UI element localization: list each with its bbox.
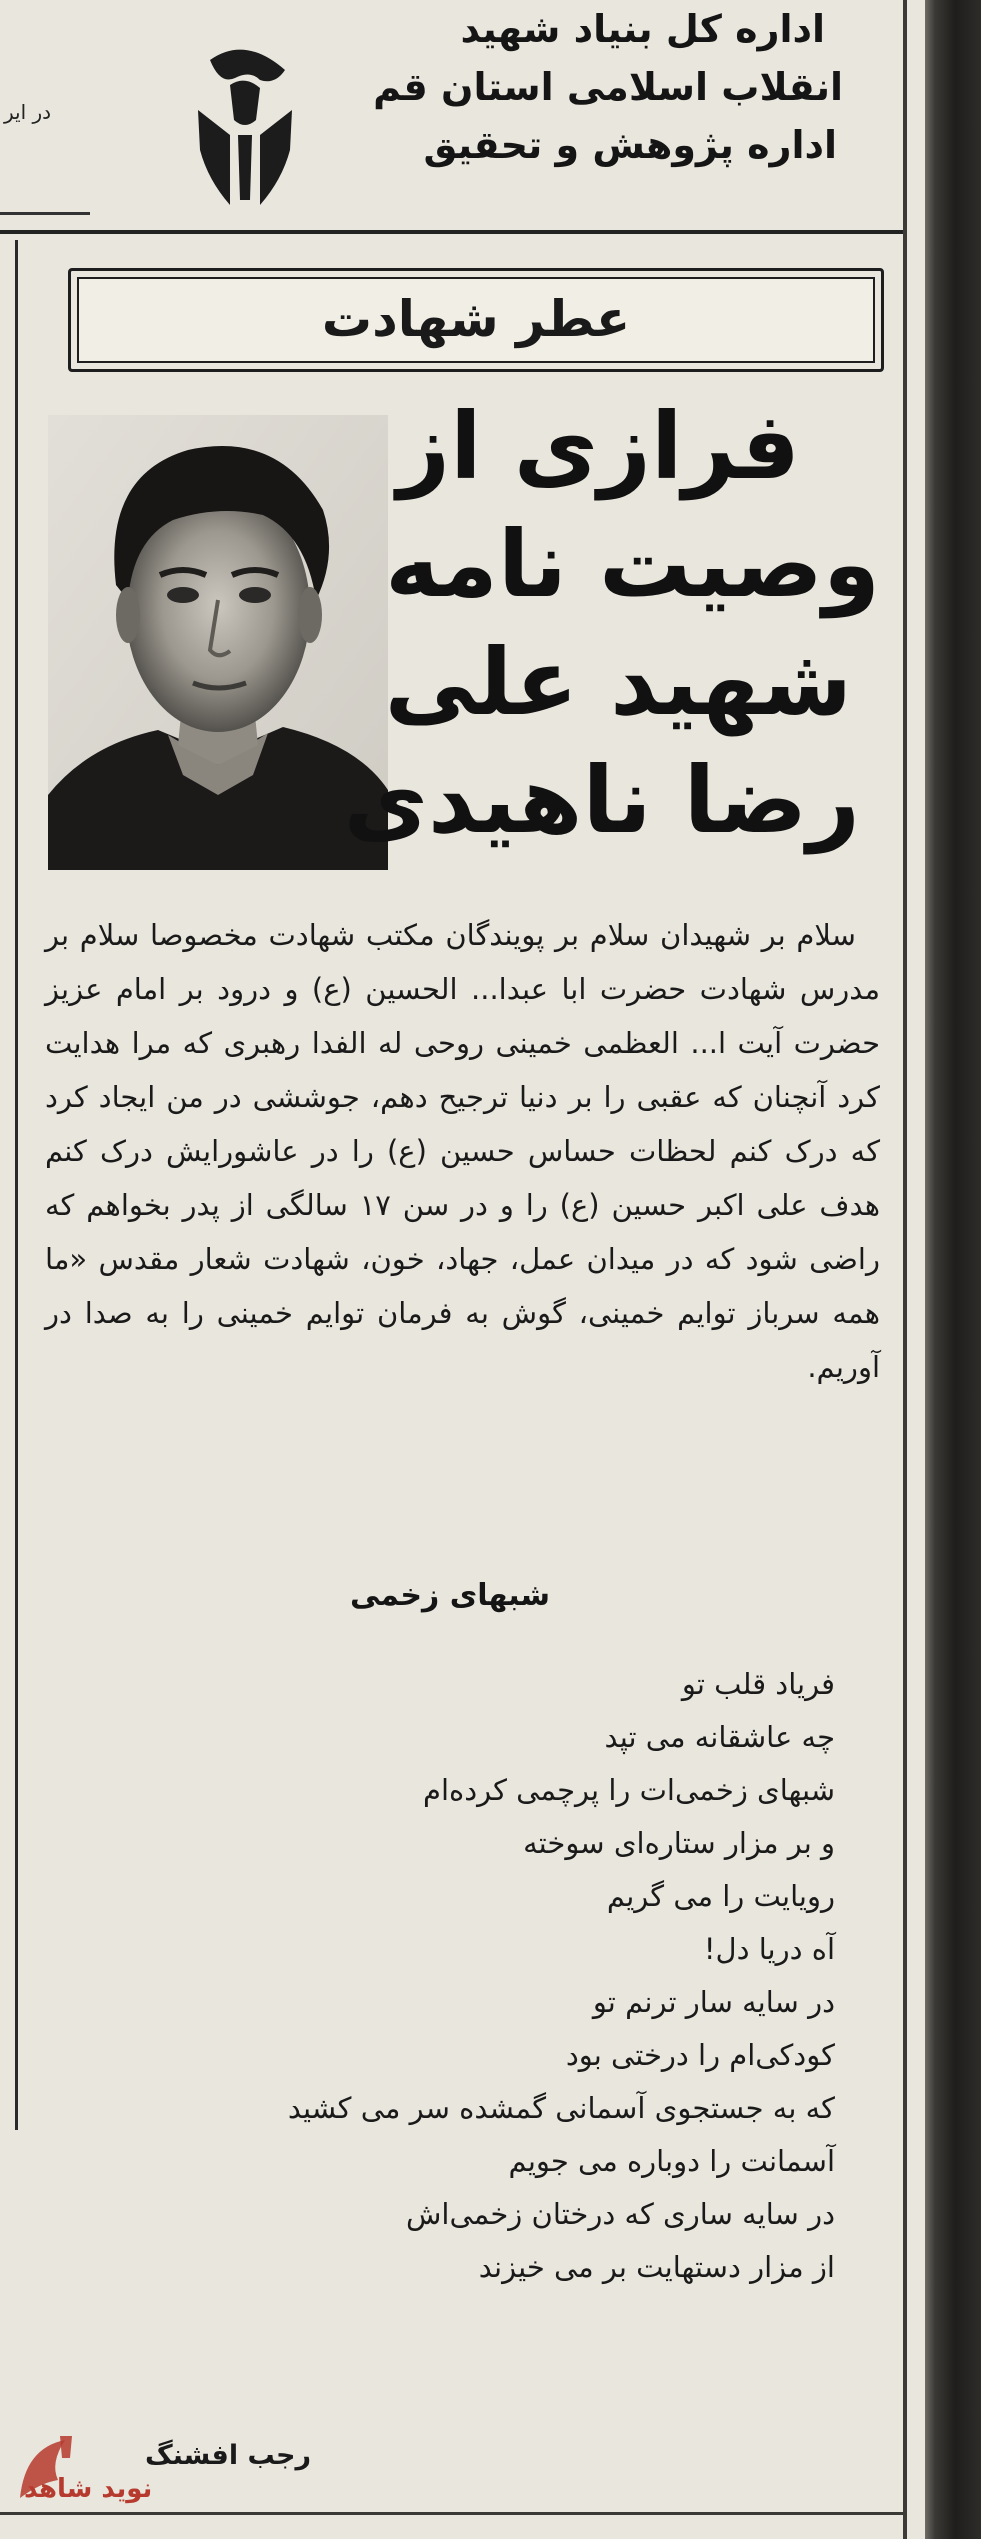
masthead bbox=[0, 0, 903, 234]
poem-line: رویایت را می گریم bbox=[606, 1879, 835, 1913]
divider bbox=[0, 212, 90, 215]
poem-line: چه عاشقانه می تپد bbox=[604, 1720, 835, 1754]
headline-line-4: رضا ناهیدی bbox=[343, 747, 860, 854]
organization-line-1: اداره کل بنیاد شهید bbox=[460, 7, 825, 51]
watermark-text: نوید شاهد bbox=[24, 2474, 153, 2504]
poem-line: که به جستجوی آسمانی گمشده سر می کشید bbox=[287, 2091, 835, 2125]
poem-line: کودکی‌ام را درختی بود bbox=[565, 2038, 835, 2072]
will-excerpt bbox=[45, 908, 880, 1394]
poem-line: فریاد قلب تو bbox=[681, 1667, 835, 1701]
poem bbox=[220, 1658, 835, 2294]
organization-line-2: انقلاب اسلامی استان قم bbox=[373, 65, 843, 109]
martyr-portrait bbox=[48, 415, 388, 870]
article-body: سلام بر شهیدان سلام بر پویندگان مکتب شهادت مخصوصا سلام بر مدرس شهادت حضرت ابا عبدا... الحسین (ع) و درود بر امام عزیز حضرت آیت ا... العظمی خمینی روحی له الفدا رهبری که مرا هدایت کرد آنچنان که عقبی را بر دنیا ترجیح دهم، جوششی در من ایجاد کرد که درک کنم لحظات حساس حسین (ع) را در عاشورایش درک کنم هدف علی اکبر حسین (ع) را و در سن ۱۷ سالگی از پدر بخواهم که راضی شود که در میدان عمل، جهاد، خون، شهادت شعار مقدس «ما همه سرباز توایم خمینی، گوش به فرمان توایم خمینی را به صدا در آوریم. bbox=[45, 918, 880, 1384]
poem-title: شبهای زخمی bbox=[349, 1578, 551, 1613]
martyrs-foundation-emblem-icon bbox=[190, 40, 300, 210]
poem-line: آه دریا دل! bbox=[703, 1932, 835, 1966]
section-header bbox=[68, 268, 884, 372]
portrait-photo bbox=[48, 415, 388, 870]
poem-line: در سایه سار ترنم تو bbox=[592, 1985, 835, 2019]
bottom-divider bbox=[0, 2512, 903, 2515]
adjacent-article-fragment: در ایر bbox=[4, 100, 52, 124]
poem-line: در سایه ساری که درختان زخمی‌اش bbox=[405, 2197, 835, 2231]
organization-line-3: اداره پژوهش و تحقیق bbox=[423, 123, 837, 167]
binding-strip bbox=[925, 0, 981, 2539]
headline-line-3: شهید علی bbox=[384, 629, 852, 736]
headline-line-2: وصیت نامه bbox=[385, 511, 880, 618]
poem-line: از مزار دستهایت بر می خیزند bbox=[478, 2250, 835, 2284]
poem-author: رجب افشنگ bbox=[145, 2440, 312, 2471]
poem-line: آسمانت را دوباره می جویم bbox=[508, 2144, 835, 2178]
headline-line-1: فرازی از bbox=[397, 393, 800, 500]
article-headline bbox=[343, 388, 880, 860]
poem-line: و بر مزار ستاره‌ای سوخته bbox=[523, 1826, 835, 1860]
organization-name bbox=[323, 0, 843, 174]
column-border bbox=[903, 0, 907, 2539]
left-column-rule bbox=[15, 240, 18, 2130]
poem-line: شبهای زخمی‌ات را پرچمی کرده‌ام bbox=[423, 1773, 835, 1807]
section-title: عطر شهادت bbox=[321, 290, 631, 348]
